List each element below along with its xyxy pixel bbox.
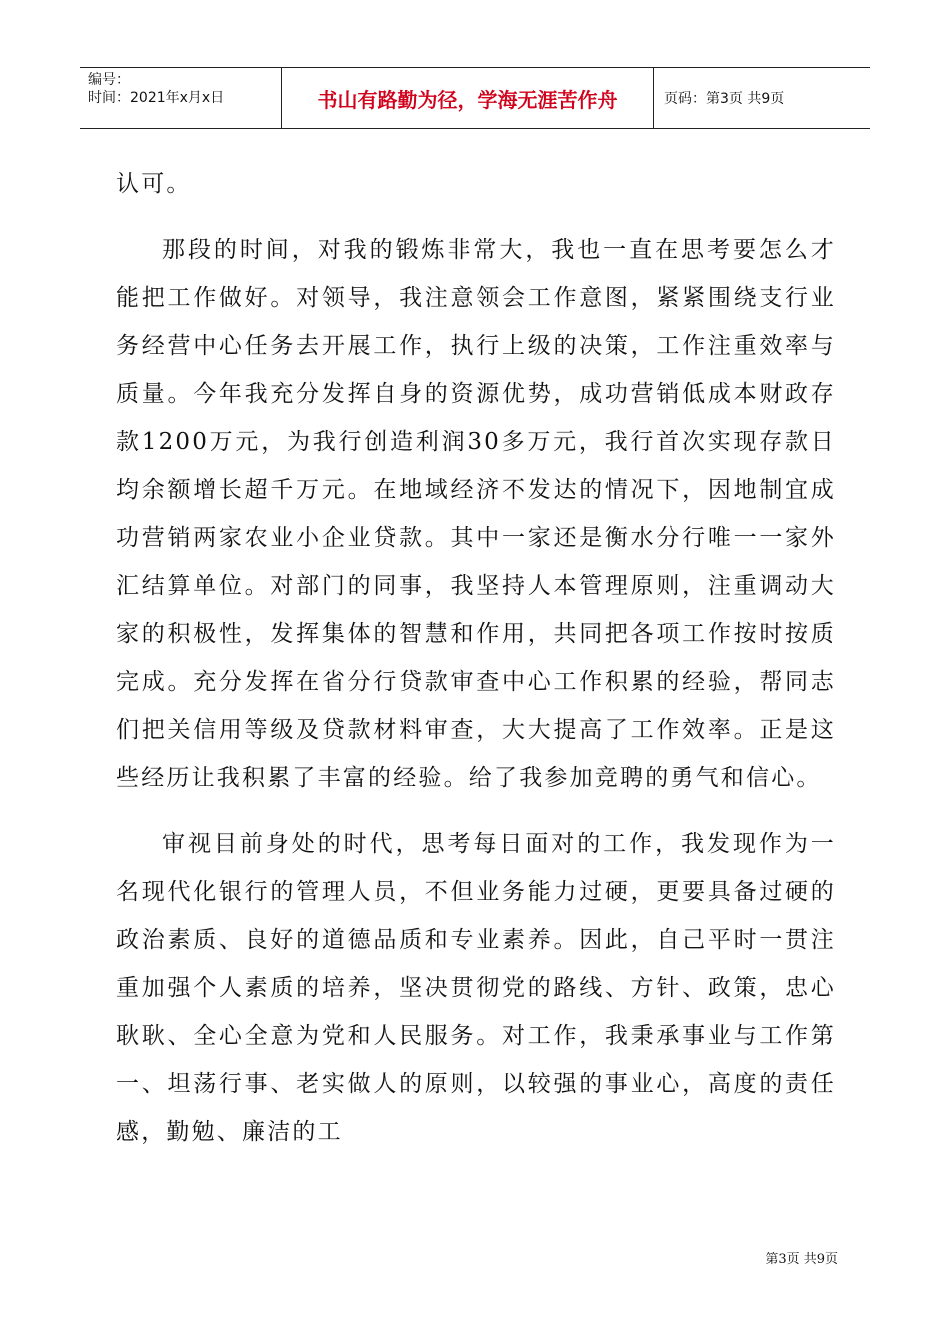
paragraph-personal-quality: 审视目前身处的时代，思考每日面对的工作，我发现作为一名现代化银行的管理人员，不但业务能力过硬，更要具备过硬的政治素质、良好的道德品质和专业素养。因此，自己平时一贯注重加强个人素质的培养，坚决贯彻党的路线、方针、政策，忠心耿耿、全心全意为党和人民服务。对工作，我秉承事业与工作第一、坦荡行事、老实做人的原则，以较强的事业心，高度的责任感，勤勉、廉洁的工 xyxy=(116,831,836,1145)
header-motto: 书山有路勤为径，学海无涯苦作舟 xyxy=(282,68,654,128)
paragraph-work-experience: 那段的时间，对我的锻炼非常大，我也一直在思考要怎么才能把工作做好。对领导，我注意领会工作意图，紧紧围绕支行业务经营中心任务去开展工作，执行上级的决策，工作注重效率与质量。今年我充分发挥自身的资源优势，成功营销低成本财政存款1200万元，为我行创造利润30多万元，我行首次实现存款日均余额增长超千万元。在地域经济不发达的情况下，因地制宜成功营销两家农业小企业贷款。其中一家还是衡水分行唯一一家外汇结算单位。对部门的同事，我坚持人本管理原则，注重调动大家的积极性，发挥集体的智慧和作用，共同把各项工作按时按质完成。充分发挥在省分行贷款审查中心工作积累的经验，帮同志们把关信用等级及贷款材料审查，大大提高了工作效率。正是这些经历让我积累了丰富的经验。给了我参加竞聘的勇气和信心。 xyxy=(116,237,836,791)
header-meta xyxy=(80,68,282,128)
page-footer: 第3页 共9页 xyxy=(765,1252,838,1267)
document-number-label: 编号： xyxy=(88,72,130,88)
document-body xyxy=(116,160,836,1156)
document-time-label: 时间：2021年x月x日 xyxy=(88,90,225,106)
header-page-number: 页码：第3页 共9页 xyxy=(664,91,785,107)
paragraph-continuation: 认可。 xyxy=(116,171,192,197)
page-header xyxy=(80,67,870,129)
